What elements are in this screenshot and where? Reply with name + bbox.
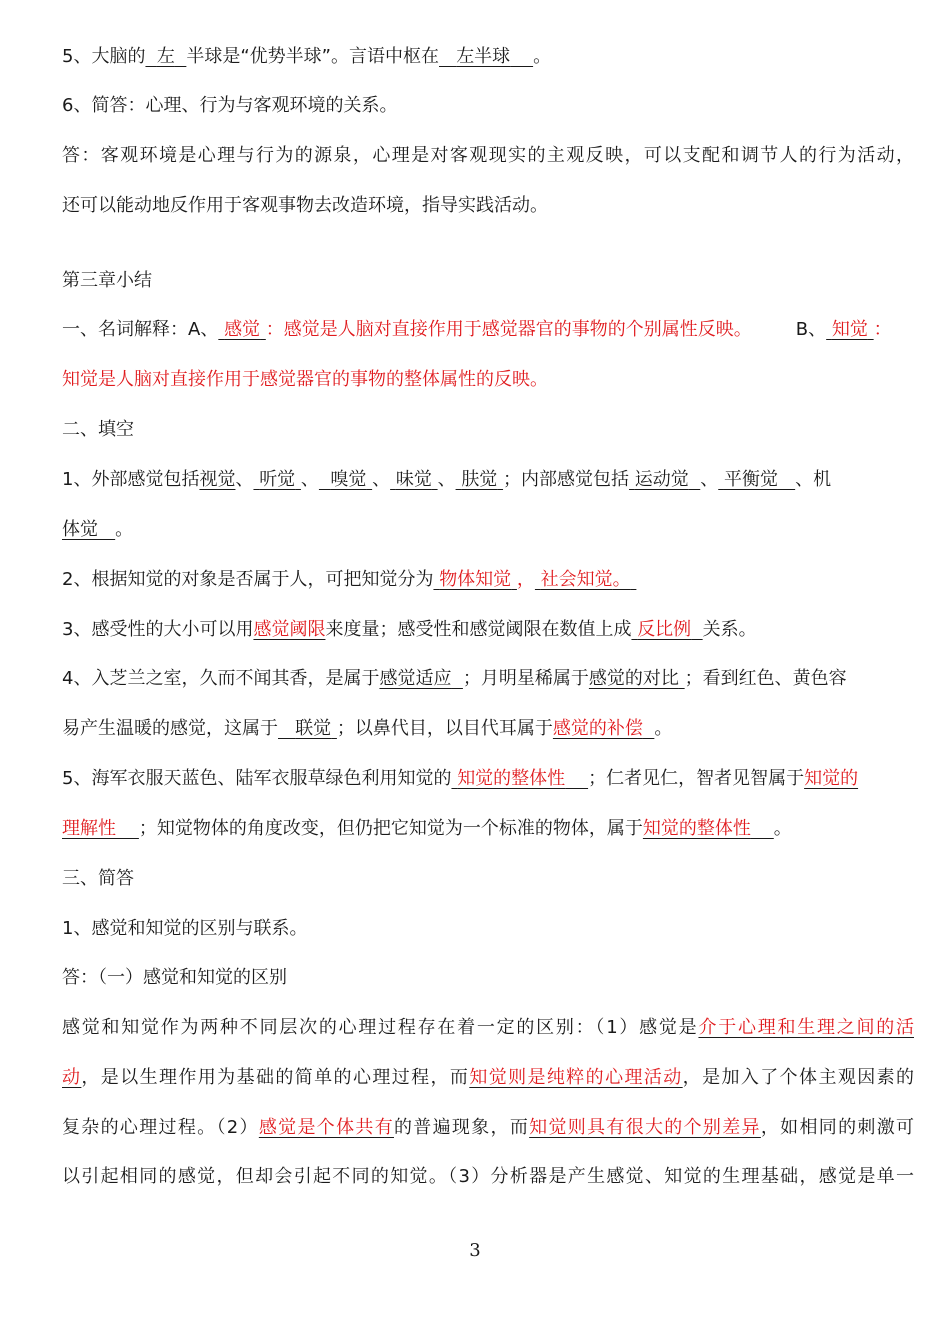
answer-blank: 反比例 [637, 619, 692, 640]
answer-blank: 运动觉 [634, 469, 689, 490]
answer-blank: 知觉的整体性 [642, 818, 751, 839]
fill-question-5-cont: 理解性 ；知觉物体的角度改变，但仍把它知觉为一个标准的物体，属于知觉的整体性 。 [62, 818, 792, 839]
answer-text: 复杂的心理过程。（2）感觉是个体共有的普遍现象，而知觉则具有很大的个别差异，如相同的刺激可 [62, 1117, 914, 1138]
question-heading: 6、简答：心理、行为与客观环境的关系。 [62, 95, 398, 116]
answer-blank: 左半球 [456, 46, 511, 67]
definition-line [62, 317, 914, 343]
highlight: 感觉是个体共有 [258, 1117, 394, 1138]
chapter-heading: 第三章小结 [62, 270, 152, 291]
fill-question-5: 5、海军衣服天蓝色、陆军衣服草绿色利用知觉的 知觉的整体性 ；仁者见仁，智者见智属于知觉的 [62, 768, 859, 789]
fill-question-1: 1、外部感觉包括视觉、 听觉 、 嗅觉 、 味觉 、 肤觉 ；内部感觉包括 运动觉 、 平衡觉 、机 [62, 469, 832, 490]
answer-blank: 感觉的对比 [588, 668, 679, 689]
answer-blank: 视觉 [199, 469, 236, 490]
highlight: 动 [62, 1067, 82, 1088]
answer-blank: 听觉 [259, 469, 296, 490]
highlight: 知觉则具有很大的个别差异 [529, 1117, 761, 1138]
fill-question-4-cont: 易产生温暖的感觉，这属于 联觉 ；以鼻代目，以目代耳属于感觉的补偿 。 [62, 718, 673, 739]
fill-question-1-cont: 体觉 。 [62, 519, 134, 540]
answer-text: 感觉和知觉作为两种不同层次的心理过程存在着一定的区别：（1）感觉是介于心理和生理之间的活 [62, 1017, 914, 1038]
text: B、 [795, 319, 827, 340]
answer-text: 动，是以生理作用为基础的简单的心理过程，而知觉则是纯粹的心理活动，是加入了个体主观因素的 [62, 1067, 914, 1088]
answer-blank: 味觉 [395, 469, 432, 490]
text: 一、名词解释：A、 [62, 319, 219, 340]
answer-blank: 感觉阈限 [253, 619, 326, 640]
fill-question-3: 3、感受性的大小可以用感觉阈限来度量；感受性和感觉阈限在数值上成 反比例 关系。 [62, 619, 757, 640]
answer-blank: 肤觉 [461, 469, 498, 490]
answer-heading: 答：（一）感觉和知觉的区别 [62, 967, 287, 988]
text: ： [873, 319, 892, 340]
answer-blank: 体觉 [62, 519, 98, 540]
answer-blank: 感觉适应 [379, 668, 452, 689]
answer-blank: 左 [156, 46, 175, 67]
answer-blank: 物体知觉 [439, 569, 512, 590]
answer-blank: 社会知觉。 [540, 569, 631, 590]
answer-blank: 联觉 [295, 718, 332, 739]
term-sensation: 感觉 [224, 319, 261, 340]
text: 。 [533, 46, 552, 67]
answer-blank: 平衡觉 [723, 469, 778, 490]
answer-text: 还可以能动地反作用于客观事物去改造环境，指导实践活动。 [62, 195, 548, 216]
fill-question-4: 4、入芝兰之室，久而不闻其香，是属于感觉适应 ；月明星稀属于感觉的对比 ；看到红色、黄色容 [62, 668, 847, 689]
answer-text: 答：客观环境是心理与行为的源泉，心理是对客观现实的主观反映，可以支配和调节人的行为活动， [62, 145, 914, 166]
answer-blank: 嗅觉 [330, 469, 367, 490]
term-perception: 知觉 [831, 319, 868, 340]
question-heading: 1、感觉和知觉的区别与联系。 [62, 918, 308, 939]
answer-text: 以引起相同的感觉，但却会引起不同的知觉。（3）分析器是产生感觉、知觉的生理基础，感觉是单一 [62, 1166, 914, 1187]
text-line-1 [62, 44, 914, 70]
answer-blank: 理解性 [62, 818, 116, 839]
answer-blank: 知觉的整体性 [457, 768, 566, 789]
fill-question-2: 2、根据知觉的对象是否属于人，可把知觉分为 物体知觉 ， 社会知觉。 [62, 567, 914, 593]
text: 5、大脑的 [62, 46, 146, 67]
section-heading: 三、简答 [62, 868, 134, 889]
highlight: 知觉则是纯粹的心理活动 [469, 1067, 683, 1088]
answer-blank: 知觉的 [804, 768, 859, 789]
highlight: 介于心理和生理之间的活 [698, 1017, 914, 1038]
section-heading: 二、填空 [62, 419, 134, 440]
page-number: 3 [469, 1240, 481, 1261]
answer-blank: 感觉的补偿 [552, 718, 643, 739]
definition-text: ：感觉是人脑对直接作用于感觉器官的事物的个别属性反映。 [265, 319, 752, 340]
definition-text: 知觉是人脑对直接作用于感觉器官的事物的整体属性的反映。 [62, 369, 548, 390]
text: 半球是“优势半球”。言语中枢在 [186, 46, 440, 67]
